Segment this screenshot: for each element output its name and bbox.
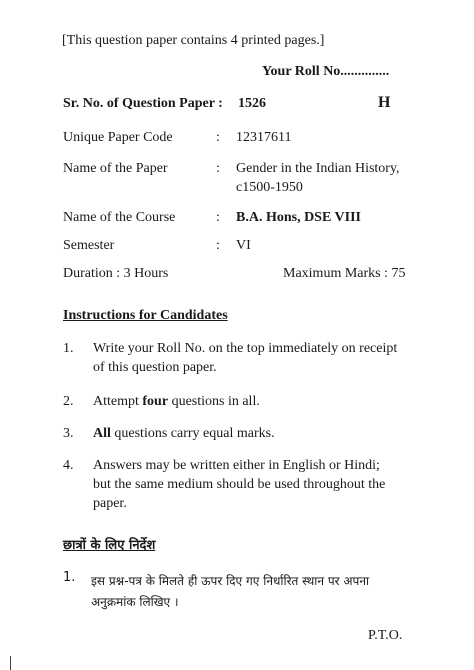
unique-code-value: 12317611 [236, 130, 292, 145]
unique-code-label: Unique Paper Code [63, 130, 173, 145]
instructions-heading: Instructions for Candidates [63, 308, 228, 323]
sr-no-label: Sr. No. of Question Paper : [63, 96, 223, 111]
hindi-instruction-1-line1: इस प्रश्न-पत्र के मिलते ही ऊपर दिए गए निर्धारित स्थान पर अपना [91, 574, 370, 588]
margin-mark [10, 656, 11, 670]
course-value: B.A. Hons, DSE VIII [236, 210, 362, 225]
instruction-4-line2: but the same medium should be used throughout the [93, 477, 386, 492]
instruction-1-line1: Write your Roll No. on the top immediately on receipt [93, 341, 398, 356]
instruction-3-bold: All [93, 426, 111, 441]
instruction-1-number: 1. [63, 341, 74, 356]
instruction-3-text [93, 426, 275, 442]
roll-number-field: Your Roll No.............. [262, 64, 390, 79]
instruction-4-number: 4. [63, 458, 74, 473]
paper-name-label: Name of the Paper [63, 161, 168, 176]
printed-pages-note: [This question paper contains 4 printed pages.] [62, 33, 325, 48]
paper-name-line2: c1500-1950 [236, 180, 303, 195]
pto-note: P.T.O. [368, 628, 403, 643]
instruction-1-line2: of this question paper. [93, 360, 217, 375]
hindi-instruction-1-number: 1. [63, 570, 76, 585]
instruction-2-post: questions in all. [168, 394, 260, 409]
course-label: Name of the Course [63, 210, 176, 225]
semester-colon: : [216, 238, 220, 253]
semester-label: Semester [63, 238, 115, 253]
semester-value: VI [236, 238, 251, 253]
set-code: H [378, 94, 391, 111]
instruction-2-pre: Attempt [93, 394, 143, 409]
instruction-3-number: 3. [63, 426, 74, 441]
instruction-2-text [93, 394, 260, 410]
sr-no-value: 1526 [238, 96, 266, 111]
paper-name-colon: : [216, 161, 220, 176]
hindi-instruction-1-line2: अनुक्रमांक लिखिए । [91, 595, 179, 609]
paper-name-line1: Gender in the Indian History, [236, 161, 400, 176]
instruction-2-bold: four [142, 394, 169, 409]
instruction-4-line3: paper. [93, 496, 127, 511]
course-colon: : [216, 210, 220, 225]
instruction-4-line1: Answers may be written either in English or Hindi; [93, 458, 380, 473]
instruction-3-post: questions carry equal marks. [110, 426, 275, 441]
hindi-instructions-heading: छात्रों के लिए निर्देश [63, 538, 156, 553]
unique-code-colon: : [216, 130, 220, 145]
instruction-2-number: 2. [63, 394, 74, 409]
maximum-marks: Maximum Marks : 75 [283, 266, 406, 281]
duration: Duration : 3 Hours [63, 266, 169, 281]
